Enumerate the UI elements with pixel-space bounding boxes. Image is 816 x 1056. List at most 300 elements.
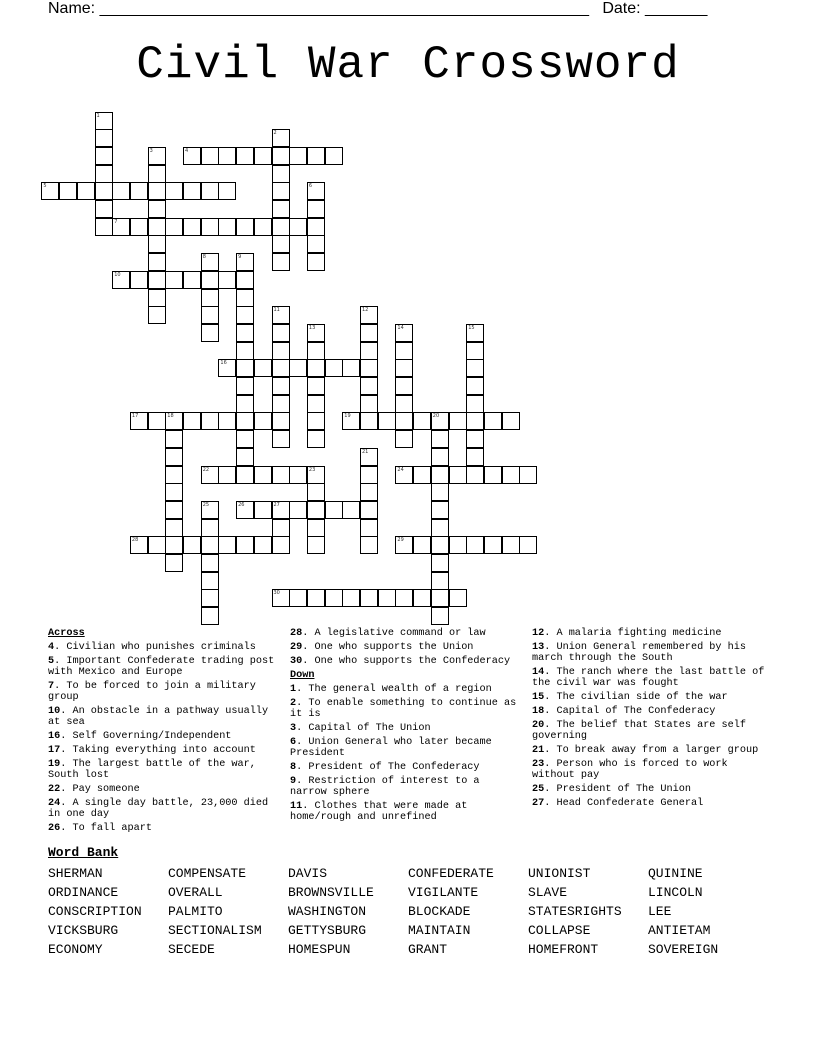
grid-cell[interactable]: [236, 218, 254, 236]
grid-cell[interactable]: [165, 430, 183, 448]
clue-item: 12. A malaria fighting medicine: [532, 628, 722, 639]
clue-text: The civilian side of the war: [556, 692, 728, 703]
grid-cell[interactable]: [254, 412, 272, 430]
grid-cell[interactable]: [484, 466, 502, 484]
grid-cell[interactable]: [236, 342, 254, 360]
clue-text: To be forced to join a military group: [48, 681, 256, 703]
grid-cell[interactable]: [272, 324, 290, 342]
grid-cell[interactable]: [272, 182, 290, 200]
grid-cell[interactable]: [218, 182, 236, 200]
grid-cell[interactable]: [165, 536, 183, 554]
clue-number: 7: [48, 681, 55, 692]
cell-number: 10: [114, 271, 121, 278]
grid-cell[interactable]: [254, 359, 272, 377]
grid-cell[interactable]: [201, 536, 219, 554]
grid-cell[interactable]: [201, 607, 219, 625]
grid-cell[interactable]: [165, 501, 183, 519]
grid-cell[interactable]: [201, 253, 219, 271]
grid-cell[interactable]: [272, 147, 290, 165]
grid-cell[interactable]: [236, 466, 254, 484]
grid-cell[interactable]: [307, 395, 325, 413]
grid-cell[interactable]: [502, 536, 520, 554]
grid-cell[interactable]: [254, 466, 272, 484]
grid-cell[interactable]: [236, 324, 254, 342]
grid-cell[interactable]: [112, 271, 130, 289]
clue-number: 9: [290, 776, 297, 787]
word-bank-item: ORDINANCE: [48, 885, 119, 900]
cell-number: 24: [397, 466, 404, 473]
clue-text: The belief that States are self governing: [532, 720, 746, 742]
word-bank-item: STATESRIGHTS: [528, 904, 622, 919]
grid-cell[interactable]: [325, 589, 343, 607]
grid-cell[interactable]: [272, 129, 290, 147]
word-bank-item: GETTYSBURG: [288, 923, 367, 938]
cell-number: 1: [96, 112, 100, 119]
grid-cell[interactable]: [236, 395, 254, 413]
cell-number: 7: [114, 218, 118, 225]
grid-cell[interactable]: [201, 147, 219, 165]
grid-cell[interactable]: [272, 200, 290, 218]
grid-cell[interactable]: [218, 147, 236, 165]
grid-cell[interactable]: [165, 182, 183, 200]
word-bank-item: GRANT: [408, 942, 448, 957]
grid-cell[interactable]: [395, 430, 413, 448]
grid-cell[interactable]: [342, 359, 360, 377]
grid-cell[interactable]: [307, 235, 325, 253]
grid-cell[interactable]: [183, 218, 201, 236]
grid-cell[interactable]: [466, 395, 484, 413]
grid-cell[interactable]: [272, 359, 290, 377]
grid-cell[interactable]: [201, 412, 219, 430]
grid-cell[interactable]: [307, 536, 325, 554]
grid-cell[interactable]: [218, 359, 236, 377]
grid-cell[interactable]: [360, 519, 378, 537]
grid-cell[interactable]: [183, 271, 201, 289]
grid-cell[interactable]: [289, 501, 307, 519]
grid-cell[interactable]: [395, 395, 413, 413]
grid-cell[interactable]: [148, 182, 166, 200]
grid-cell[interactable]: [148, 147, 166, 165]
grid-cell[interactable]: [466, 536, 484, 554]
grid-cell[interactable]: [449, 536, 467, 554]
grid-cell[interactable]: [218, 412, 236, 430]
clue-item: 5. Important Confederate trading post with Mexico and Europe: [48, 656, 275, 678]
clue-number: 15: [532, 692, 545, 703]
grid-cell[interactable]: [236, 289, 254, 307]
grid-cell[interactable]: [307, 359, 325, 377]
grid-cell[interactable]: [165, 466, 183, 484]
grid-cell[interactable]: [307, 589, 325, 607]
cell-number: 27: [273, 501, 280, 508]
clue-number: 2: [290, 698, 297, 709]
cell-number: 2: [273, 130, 277, 137]
grid-cell[interactable]: [236, 306, 254, 324]
grid-cell[interactable]: [431, 572, 449, 590]
clue-text: Pay someone: [72, 784, 140, 795]
grid-cell[interactable]: [325, 501, 343, 519]
clue-number: 17: [48, 745, 61, 756]
cell-number: 23: [308, 466, 316, 473]
clue-item: 26. To fall apart: [48, 823, 152, 834]
grid-cell[interactable]: [236, 359, 254, 377]
grid-cell[interactable]: [272, 501, 290, 519]
clue-number: 14: [532, 667, 545, 678]
grid-cell[interactable]: [289, 147, 307, 165]
grid-cell[interactable]: [201, 289, 219, 307]
clue-item: 21. To break away from a larger group: [532, 745, 759, 756]
clue-number: 1: [290, 684, 297, 695]
grid-cell[interactable]: [413, 589, 431, 607]
grid-cell[interactable]: [413, 466, 431, 484]
grid-cell[interactable]: [165, 218, 183, 236]
clue-column-2: [290, 628, 522, 826]
grid-cell[interactable]: [519, 466, 537, 484]
clue-number: 27: [532, 798, 545, 809]
grid-cell[interactable]: [201, 572, 219, 590]
clue-item: 9. Restriction of interest to a narrow sphere: [290, 776, 480, 798]
grid-cell[interactable]: [360, 412, 378, 430]
grid-cell[interactable]: [307, 324, 325, 342]
word-bank-item: HOMEFRONT: [528, 942, 599, 957]
grid-cell[interactable]: [236, 448, 254, 466]
word-bank-title: Word Bank: [48, 845, 119, 860]
grid-cell[interactable]: [466, 324, 484, 342]
grid-cell[interactable]: [502, 412, 520, 430]
word-bank-item: COLLAPSE: [528, 923, 591, 938]
clue-item: 27. Head Confederate General: [532, 798, 704, 809]
clue-item: 4. Civilian who punishes criminals: [48, 642, 256, 653]
grid-cell[interactable]: [307, 519, 325, 537]
grid-cell[interactable]: [502, 466, 520, 484]
grid-cell[interactable]: [431, 430, 449, 448]
clue-item: 16. Self Governing/Independent: [48, 731, 232, 742]
grid-cell[interactable]: [431, 483, 449, 501]
grid-cell[interactable]: [360, 342, 378, 360]
grid-cell[interactable]: [236, 412, 254, 430]
cell-number: 20: [432, 413, 440, 420]
clue-item: 7. To be forced to join a military group: [48, 681, 256, 703]
grid-cell[interactable]: [360, 466, 378, 484]
clue-number: 12: [532, 628, 545, 639]
clue-item: 3. Capital of The Union: [290, 723, 431, 734]
grid-cell[interactable]: [130, 218, 148, 236]
word-bank-item: MAINTAIN: [408, 923, 471, 938]
clue-text: To enable something to continue as it is: [290, 698, 517, 720]
grid-cell[interactable]: [307, 200, 325, 218]
cell-number: 21: [362, 448, 369, 455]
grid-cell[interactable]: [307, 147, 325, 165]
cell-number: 12: [362, 307, 369, 314]
grid-cell[interactable]: [484, 536, 502, 554]
clue-number: 19: [48, 759, 61, 770]
grid-cell[interactable]: [307, 253, 325, 271]
grid-cell[interactable]: [130, 412, 148, 430]
grid-cell[interactable]: [342, 589, 360, 607]
clue-item: 17. Taking everything into account: [48, 745, 256, 756]
grid-cell[interactable]: [431, 448, 449, 466]
grid-cell[interactable]: [272, 589, 290, 607]
grid-cell[interactable]: [431, 519, 449, 537]
grid-cell[interactable]: [165, 448, 183, 466]
cell-number: 4: [185, 147, 189, 154]
grid-cell[interactable]: [165, 554, 183, 572]
word-bank-item: SECTIONALISM: [168, 923, 262, 938]
grid-cell[interactable]: [289, 466, 307, 484]
grid-cell[interactable]: [254, 536, 272, 554]
grid-cell[interactable]: [272, 235, 290, 253]
clue-number: 4: [48, 642, 55, 653]
grid-cell[interactable]: [41, 182, 59, 200]
grid-cell[interactable]: [289, 589, 307, 607]
grid-cell[interactable]: [201, 554, 219, 572]
grid-cell[interactable]: [95, 112, 113, 130]
grid-cell[interactable]: [148, 165, 166, 183]
grid-cell[interactable]: [342, 501, 360, 519]
grid-cell[interactable]: [183, 182, 201, 200]
grid-cell[interactable]: [148, 218, 166, 236]
grid-cell[interactable]: [165, 412, 183, 430]
grid-cell[interactable]: [112, 182, 130, 200]
across-heading: Across: [48, 628, 85, 639]
cell-number: 11: [273, 307, 280, 314]
clue-text: Person who is forced to work without pay: [532, 759, 728, 781]
grid-cell[interactable]: [201, 271, 219, 289]
grid-cell[interactable]: [183, 147, 201, 165]
name-blank[interactable]: _______________________________________________________: [99, 0, 589, 17]
grid-cell[interactable]: [272, 395, 290, 413]
grid-cell[interactable]: [201, 519, 219, 537]
grid-cell[interactable]: [360, 359, 378, 377]
clue-number: 3: [290, 723, 297, 734]
grid-cell[interactable]: [484, 412, 502, 430]
grid-cell[interactable]: [307, 342, 325, 360]
grid-cell[interactable]: [325, 359, 343, 377]
grid-cell[interactable]: [307, 412, 325, 430]
clue-text: Restriction of interest to a narrow sphere: [290, 776, 480, 798]
grid-cell[interactable]: [519, 536, 537, 554]
clue-text: President of The Union: [556, 784, 691, 795]
grid-cell[interactable]: [165, 519, 183, 537]
clue-item: 10. An obstacle in a pathway usually at sea: [48, 706, 269, 728]
grid-cell[interactable]: [466, 342, 484, 360]
grid-cell[interactable]: [183, 536, 201, 554]
grid-cell[interactable]: [148, 536, 166, 554]
grid-cell[interactable]: [95, 200, 113, 218]
grid-cell[interactable]: [148, 200, 166, 218]
clue-text: Taking everything into account: [72, 745, 256, 756]
grid-cell[interactable]: [272, 377, 290, 395]
clue-text: The largest battle of the war, South lost: [48, 759, 256, 781]
word-bank-item: DAVIS: [288, 866, 328, 881]
clue-number: 18: [532, 706, 545, 717]
grid-cell[interactable]: [95, 182, 113, 200]
grid-cell[interactable]: [218, 466, 236, 484]
grid-cell[interactable]: [307, 483, 325, 501]
date-blank[interactable]: _______: [645, 0, 708, 17]
grid-cell[interactable]: [95, 218, 113, 236]
grid-cell[interactable]: [307, 501, 325, 519]
grid-cell[interactable]: [395, 536, 413, 554]
grid-cell[interactable]: [236, 271, 254, 289]
grid-cell[interactable]: [360, 536, 378, 554]
grid-cell[interactable]: [236, 430, 254, 448]
grid-cell[interactable]: [272, 412, 290, 430]
grid-cell[interactable]: [360, 483, 378, 501]
grid-cell[interactable]: [272, 466, 290, 484]
word-bank-item: SHERMAN: [48, 866, 103, 881]
grid-cell[interactable]: [218, 218, 236, 236]
grid-cell[interactable]: [236, 501, 254, 519]
grid-cell[interactable]: [289, 218, 307, 236]
clue-item: 15. The civilian side of the war: [532, 692, 728, 703]
grid-cell[interactable]: [95, 147, 113, 165]
grid-cell[interactable]: [395, 589, 413, 607]
grid-cell[interactable]: [449, 412, 467, 430]
word-bank-item: VIGILANTE: [408, 885, 479, 900]
grid-cell[interactable]: [360, 448, 378, 466]
grid-cell[interactable]: [360, 306, 378, 324]
word-bank-item: VICKSBURG: [48, 923, 119, 938]
grid-cell[interactable]: [218, 536, 236, 554]
grid-cell[interactable]: [395, 324, 413, 342]
clue-item: 11. Clothes that were made at home/rough and unrefined: [290, 801, 468, 823]
clue-text: To break away from a larger group: [556, 745, 759, 756]
grid-cell[interactable]: [130, 271, 148, 289]
grid-cell[interactable]: [148, 289, 166, 307]
grid-cell[interactable]: [165, 271, 183, 289]
grid-cell[interactable]: [201, 218, 219, 236]
grid-cell[interactable]: [466, 359, 484, 377]
grid-cell[interactable]: [360, 395, 378, 413]
grid-cell[interactable]: [360, 589, 378, 607]
grid-cell[interactable]: [289, 359, 307, 377]
grid-cell[interactable]: [307, 218, 325, 236]
grid-cell[interactable]: [59, 182, 77, 200]
grid-cell[interactable]: [466, 430, 484, 448]
clue-text: The general wealth of a region: [308, 684, 492, 695]
clue-number: 8: [290, 762, 297, 773]
grid-cell[interactable]: [325, 147, 343, 165]
grid-cell[interactable]: [466, 466, 484, 484]
grid-cell[interactable]: [272, 253, 290, 271]
grid-cell[interactable]: [272, 342, 290, 360]
grid-cell[interactable]: [307, 466, 325, 484]
grid-cell[interactable]: [95, 165, 113, 183]
clue-text: The ranch where the last battle of the civil war was fought: [532, 667, 765, 689]
grid-cell[interactable]: [236, 536, 254, 554]
grid-cell[interactable]: [254, 218, 272, 236]
word-bank-item: SECEDE: [168, 942, 215, 957]
grid-cell[interactable]: [148, 271, 166, 289]
grid-cell[interactable]: [307, 182, 325, 200]
grid-cell[interactable]: [395, 412, 413, 430]
cell-number: 13: [308, 324, 316, 331]
word-bank-item: QUININE: [648, 866, 703, 881]
grid-cell[interactable]: [413, 536, 431, 554]
grid-cell[interactable]: [165, 483, 183, 501]
grid-cell[interactable]: [395, 342, 413, 360]
grid-cell[interactable]: [218, 271, 236, 289]
grid-cell[interactable]: [395, 359, 413, 377]
clue-text: An obstacle in a pathway usually at sea: [48, 706, 269, 728]
clue-text: Capital of The Union: [308, 723, 431, 734]
grid-cell[interactable]: [148, 306, 166, 324]
grid-cell[interactable]: [201, 306, 219, 324]
grid-cell[interactable]: [148, 253, 166, 271]
grid-cell[interactable]: [201, 324, 219, 342]
grid-cell[interactable]: [183, 412, 201, 430]
grid-cell[interactable]: [360, 324, 378, 342]
grid-cell[interactable]: [431, 554, 449, 572]
grid-cell[interactable]: [254, 147, 272, 165]
grid-cell[interactable]: [236, 253, 254, 271]
grid-cell[interactable]: [431, 536, 449, 554]
grid-cell[interactable]: [395, 377, 413, 395]
clue-text: A malaria fighting medicine: [556, 628, 722, 639]
grid-cell[interactable]: [201, 466, 219, 484]
grid-cell[interactable]: [148, 235, 166, 253]
header-line: [48, 0, 748, 20]
cell-number: 5: [43, 183, 47, 190]
grid-cell[interactable]: [431, 412, 449, 430]
grid-cell[interactable]: [449, 466, 467, 484]
clue-number: 13: [532, 642, 545, 653]
grid-cell[interactable]: [130, 182, 148, 200]
cell-number: 30: [273, 590, 280, 597]
grid-cell[interactable]: [413, 412, 431, 430]
grid-cell[interactable]: [431, 466, 449, 484]
grid-cell[interactable]: [466, 412, 484, 430]
grid-cell[interactable]: [431, 589, 449, 607]
grid-cell[interactable]: [201, 182, 219, 200]
grid-cell[interactable]: [378, 589, 396, 607]
grid-cell[interactable]: [130, 536, 148, 554]
grid-cell[interactable]: [95, 129, 113, 147]
grid-cell[interactable]: [342, 412, 360, 430]
grid-cell[interactable]: [272, 218, 290, 236]
grid-cell[interactable]: [378, 412, 396, 430]
grid-cell[interactable]: [201, 501, 219, 519]
grid-cell[interactable]: [360, 377, 378, 395]
grid-cell[interactable]: [272, 536, 290, 554]
grid-cell[interactable]: [449, 589, 467, 607]
grid-cell[interactable]: [272, 430, 290, 448]
clue-text: To fall apart: [72, 823, 152, 834]
clue-item: 20. The belief that States are self governing: [532, 720, 746, 742]
word-bank-item: ECONOMY: [48, 942, 103, 957]
cell-number: 16: [220, 360, 227, 367]
grid-cell[interactable]: [360, 501, 378, 519]
grid-cell[interactable]: [201, 589, 219, 607]
grid-cell[interactable]: [148, 412, 166, 430]
word-bank-item: UNIONIST: [528, 866, 591, 881]
grid-cell[interactable]: [466, 448, 484, 466]
grid-cell[interactable]: [307, 377, 325, 395]
grid-cell[interactable]: [77, 182, 95, 200]
grid-cell[interactable]: [272, 306, 290, 324]
grid-cell[interactable]: [395, 466, 413, 484]
grid-cell[interactable]: [254, 501, 272, 519]
grid-cell[interactable]: [307, 430, 325, 448]
grid-cell[interactable]: [236, 377, 254, 395]
grid-cell[interactable]: [272, 519, 290, 537]
grid-cell[interactable]: [466, 377, 484, 395]
grid-cell[interactable]: [272, 165, 290, 183]
grid-cell[interactable]: [236, 147, 254, 165]
grid-cell[interactable]: [431, 607, 449, 625]
grid-cell[interactable]: [112, 218, 130, 236]
grid-cell[interactable]: [431, 501, 449, 519]
